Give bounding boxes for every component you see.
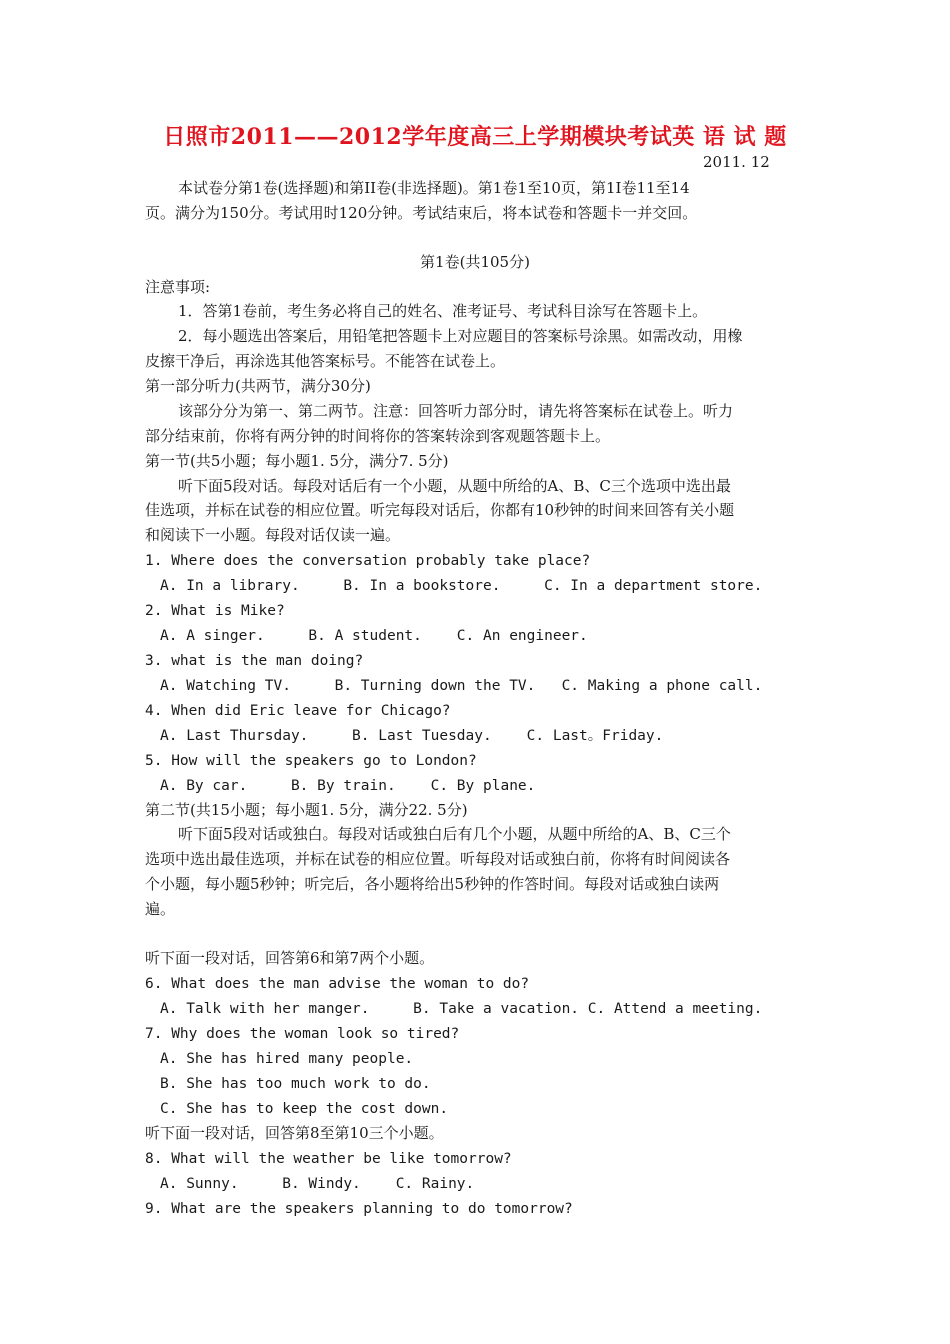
dialog-6-heading: 听下面一段对话，回答第6和第7两个小题。 bbox=[145, 949, 435, 967]
question-8-options: A. Sunny. B. Windy. C. Rainy. bbox=[160, 1176, 475, 1192]
question-2: 2. What is Mike? bbox=[145, 603, 285, 619]
notice-item: 皮擦干净后，再涂选其他答案标号。不能答在试卷上。 bbox=[145, 352, 506, 370]
intro-line: 本试卷分第1卷(选择题)和第II卷(非选择题)。第1卷1至10页，第1I卷11至14 bbox=[178, 179, 690, 197]
section2-intro-line: 个小题，每小题5秒钟；听完后，各小题将给出5秒钟的作答时间。每段对话或独白读两 bbox=[145, 875, 720, 893]
question-5-options: A. By car. B. By train. C. By plane. bbox=[160, 778, 536, 794]
listening-heading: 第一部分听力(共两节，满分30分) bbox=[145, 377, 371, 395]
listening-intro-line: 该部分分为第一、第二两节。注意：回答听力部分时，请先将答案标在试卷上。听力 bbox=[178, 402, 734, 420]
question-1: 1. Where does the conversation probably take place? bbox=[145, 553, 591, 569]
question-9: 9. What are the speakers planning to do tomorrow? bbox=[145, 1201, 573, 1217]
question-7-option: A. She has hired many people. bbox=[160, 1051, 414, 1067]
question-6-options: A. Talk with her manger. B. Take a vacation. C. Attend a meeting. bbox=[160, 1001, 763, 1017]
question-2-options: A. A singer. B. A student. C. An engineer. bbox=[160, 628, 588, 644]
exam-title: 日照市2011——2012学年度高三上学期模块考试英 语 试 题 bbox=[163, 124, 787, 150]
question-4-options: A. Last Thursday. B. Last Tuesday. C. Last。Friday. bbox=[160, 728, 664, 744]
part1-heading: 第1卷(共105分) bbox=[420, 253, 530, 271]
question-3-options: A. Watching TV. B. Turning down the TV. C. Making a phone call. bbox=[160, 678, 763, 694]
notice-item: 1．答第1卷前，考生务必将自己的姓名、准考证号、考试科目涂写在答题卡上。 bbox=[178, 302, 708, 320]
question-6: 6. What does the man advise the woman to do? bbox=[145, 976, 530, 992]
section2-intro-line: 选项中选出最佳选项，并标在试卷的相应位置。听每段对话或独白前，你将有时间阅读各 bbox=[145, 850, 731, 868]
question-7-option: B. She has too much work to do. bbox=[160, 1076, 431, 1092]
question-7-option: C. She has to keep the cost down. bbox=[160, 1101, 449, 1117]
section1-intro-line: 听下面5段对话。每段对话后有一个小题，从题中所给的A、B、C三个选项中选出最 bbox=[178, 477, 731, 495]
question-8: 8. What will the weather be like tomorrow? bbox=[145, 1151, 512, 1167]
question-1-options: A. In a library. B. In a bookstore. C. In a department store. bbox=[160, 578, 763, 594]
notice-heading: 注意事项: bbox=[145, 278, 211, 296]
section2-intro-line: 遍。 bbox=[145, 900, 176, 918]
section2-heading: 第二节(共15小题；每小题1. 5分，满分22. 5分) bbox=[145, 801, 468, 819]
section1-intro-line: 佳选项，并标在试卷的相应位置。听完每段对话后，你都有10秒钟的时间来回答有关小题 bbox=[145, 501, 735, 519]
question-5: 5. How will the speakers go to London? bbox=[145, 753, 477, 769]
section1-intro-line: 和阅读下一小题。每段对话仅读一遍。 bbox=[145, 526, 401, 544]
section1-heading: 第一节(共5小题；每小题1. 5分，满分7. 5分) bbox=[145, 452, 449, 470]
section2-intro-line: 听下面5段对话或独白。每段对话或独白后有几个小题，从题中所给的A、B、C三个 bbox=[178, 825, 731, 843]
listening-intro-line: 部分结束前，你将有两分钟的时间将你的答案转涂到客观题答题卡上。 bbox=[145, 427, 611, 445]
notice-item: 2．每小题选出答案后，用铅笔把答题卡上对应题目的答案标号涂黑。如需改动，用橡 bbox=[178, 327, 743, 345]
question-3: 3. what is the man doing? bbox=[145, 653, 364, 669]
dialog-8-heading: 听下面一段对话，回答第8至第10三个小题。 bbox=[145, 1124, 444, 1142]
question-7: 7. Why does the woman look so tired? bbox=[145, 1026, 460, 1042]
exam-date: 2011. 12 bbox=[703, 153, 770, 171]
question-4: 4. When did Eric leave for Chicago? bbox=[145, 703, 451, 719]
intro-line: 页。满分为150分。考试用时120分钟。考试结束后，将本试卷和答题卡一并交回。 bbox=[145, 204, 698, 222]
